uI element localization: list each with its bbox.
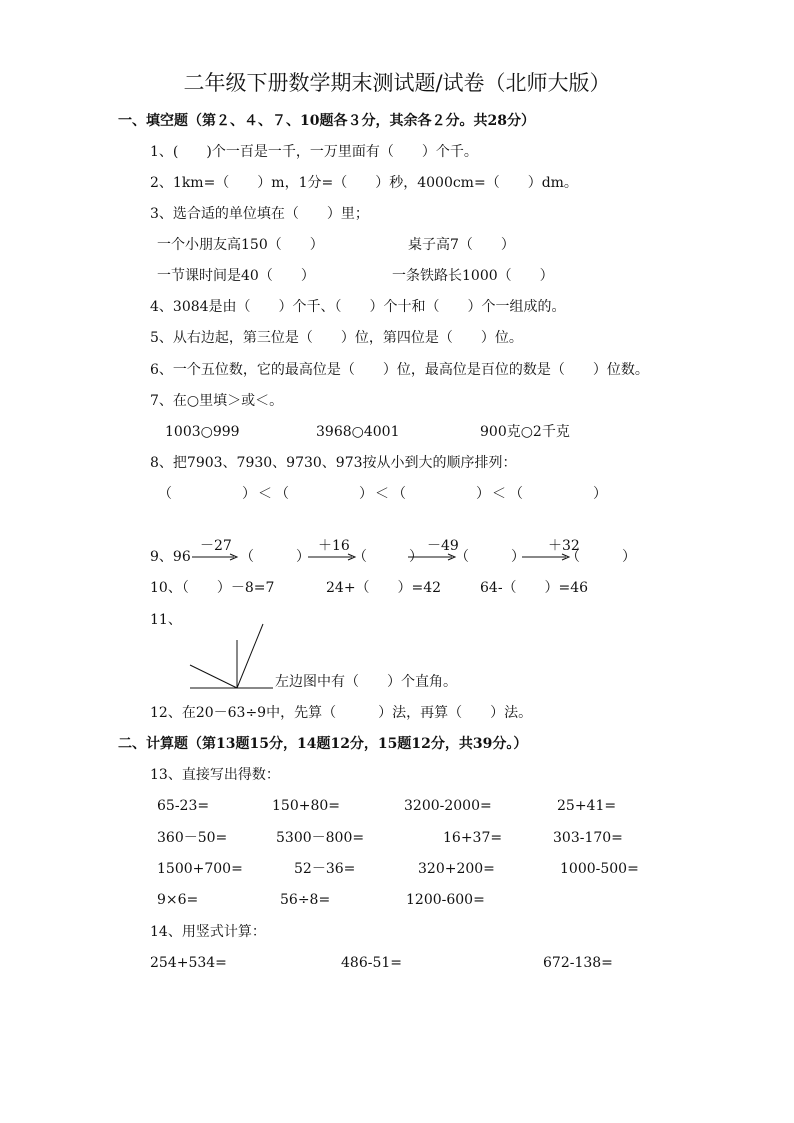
q13-item: 1000-500= [560,861,639,877]
q9-arrow-2-icon [308,553,356,561]
section1-heading: 一、填空题（第２、４、７、10题各３分，其余各２分。共28分） [118,113,535,129]
question-7-item-b: 3968○4001 [316,424,400,440]
question-3-item-a: 一个小朋友高150（ ） [157,237,324,253]
q8-blank-4: （ ） [509,486,607,502]
q13-item: 320+200= [418,861,495,877]
q13-item: 1200-600= [406,892,485,908]
question-12: 12、在20－63÷9中，先算（ ）法，再算（ ）法。 [150,705,533,721]
q8-blank-3: （ ） [392,486,490,502]
q9-arrow-1-icon [192,553,238,561]
question-9: 9、96 [150,549,191,565]
q9-blank-3: （ ） [455,549,525,565]
q13-item: 303-170= [553,830,623,846]
q9-blank-1: （ ） [240,549,310,565]
q8-less-than-3: ＜ [492,486,506,502]
q13-item: 25+41= [557,798,617,814]
q8-less-than-2: ＜ [375,486,389,502]
q13-item: 3200-2000= [404,798,492,814]
q13-item: 65-23= [157,798,210,814]
question-1: 1、( )个一百是一千，一万里面有（ ）个千。 [150,144,478,160]
q13-item: 1500+700= [157,861,243,877]
question-13: 13、直接写出得数： [150,767,280,783]
question-10-a: 10、（ ）－8=7 [150,580,275,596]
question-11-text: 左边图中有（ ）个直角。 [275,674,457,690]
angle-figure [185,620,275,692]
question-3-item-b: 桌子高7（ ） [408,237,515,253]
q8-blank-2: （ ） [275,486,373,502]
question-3: 3、选合适的单位填在（ ）里； [150,206,369,222]
q8-blank-1: （ ） [158,486,256,502]
question-10-b: 24+（ ）=42 [326,580,442,596]
question-8: 8、把7903、7930、9730、973按从小到大的顺序排列： [150,455,517,471]
q9-op-3: －49 [427,538,459,554]
question-5: 5、从右边起，第三位是（ ）位，第四位是（ ）位。 [150,330,523,346]
q13-item: 16+37= [443,830,503,846]
question-11: 11、 [150,612,182,628]
q14-item: 254+534= [150,955,227,971]
question-6: 6、一个五位数，它的最高位是（ ）位，最高位是百位的数是（ ）位数。 [150,362,649,378]
q9-arrow-4-icon [522,553,570,561]
q9-arrow-3-icon [408,553,456,561]
q13-item: 360－50= [157,830,228,846]
question-14: 14、用竖式计算： [150,924,266,940]
question-7-item-c: 900克○2千克 [480,424,570,440]
q9-op-2: ＋16 [318,538,350,554]
q13-item: 56÷8= [280,892,331,908]
question-7-item-a: 1003○999 [165,424,240,440]
q13-item: 9×6= [157,892,199,908]
question-2: 2、1km=（ ）m，1分=（ ）秒，4000cm=（ ）dm。 [150,175,578,191]
q13-item: 52－36= [294,861,356,877]
q8-less-than-1: ＜ [258,486,272,502]
q14-item: 486-51= [341,955,402,971]
q9-op-1: －27 [200,538,232,554]
q14-item: 672-138= [543,955,613,971]
q9-blank-4: （ ） [566,549,636,565]
q9-blank-2: （ ） [353,549,423,565]
q13-item: 5300－800= [276,830,365,846]
page-title: 二年级下册数学期末测试题/试卷（北师大版） [183,71,611,95]
question-7: 7、在○里填＞或＜。 [150,393,284,409]
q13-item: 150+80= [272,798,340,814]
section2-heading: 二、计算题（第13题15分，14题12分，15题12分，共39分。） [118,736,528,752]
question-4: 4、3084是由（ ）个千、（ ）个十和（ ）个一组成的。 [150,299,566,315]
question-3-item-c: 一节课时间是40（ ） [157,268,315,284]
question-3-item-d: 一条铁路长1000（ ） [392,268,554,284]
question-10-c: 64-（ ）=46 [480,580,589,596]
q9-op-4: ＋32 [548,538,580,554]
